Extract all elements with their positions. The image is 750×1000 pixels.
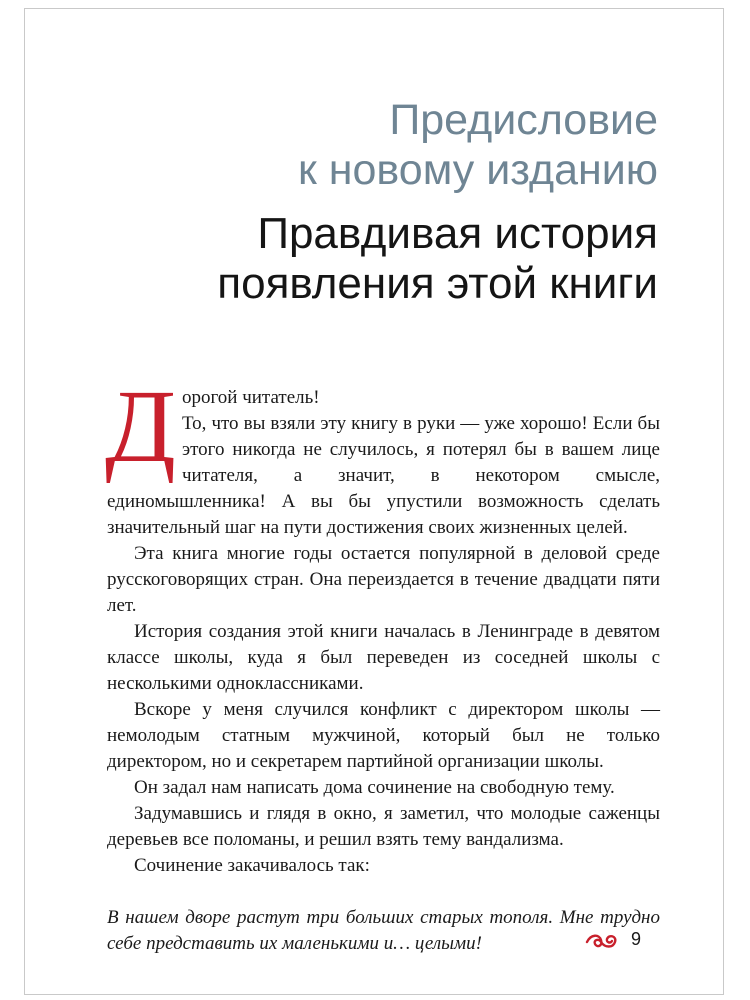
- swirl-ornament-icon: [585, 930, 625, 950]
- chapter-subtitle: [95, 95, 658, 195]
- paragraph: Вскоре у меня случился конфликт с директором школы — немолодым статным мужчиной, который был не только директором, но и секретарем партийной организации школы.: [107, 699, 660, 772]
- title-line: появления этой книги: [217, 259, 658, 308]
- paragraph: Задумавшись и глядя в окно, я заметил, что молодые саженцы деревьев все поломаны, и решил взять тему вандализма.: [107, 803, 660, 850]
- book-page: [24, 8, 724, 995]
- paragraph: Он задал нам написать дома сочинение на свободную тему.: [134, 777, 615, 798]
- chapter-title: [95, 209, 658, 309]
- paragraph: Сочинение закачивалось так:: [134, 855, 370, 876]
- opening-paragraph: [105, 369, 660, 541]
- page-number: 9: [631, 929, 642, 949]
- paragraph: Эта книга многие годы остается популярной в деловой среде русскоговорящих стран. Она переиздается в течение двадцати пяти лет.: [107, 543, 660, 616]
- body-text: [105, 369, 660, 957]
- drop-cap: Д: [105, 369, 176, 484]
- page-number-area: [585, 929, 641, 950]
- paragraph: То, что вы взяли эту книгу в руки — уже хорошо! Если бы этого никогда не случилось, я потерял бы в вашем лице читателя, а значит, в некотором смысле, единомышленника! А вы бы упустили возможность сделать значительный шаг на пути достижения своих жизненных целей.: [107, 413, 660, 538]
- subtitle-line: Предисловие: [389, 96, 658, 144]
- subtitle-line: к новому изданию: [298, 146, 658, 194]
- quote-paragraph: В нашем дворе растут три больших старых тополя. Мне трудно себе представить их маленькими и… целыми!: [107, 907, 660, 954]
- title-line: Правдивая история: [257, 209, 658, 258]
- paragraph: История создания этой книги началась в Ленинграде в девятом классе школы, куда я был переведен из соседней школы с несколькими одноклассниками.: [107, 621, 660, 694]
- chapter-headings: [95, 95, 658, 309]
- greeting-line: орогой читатель!: [181, 387, 320, 408]
